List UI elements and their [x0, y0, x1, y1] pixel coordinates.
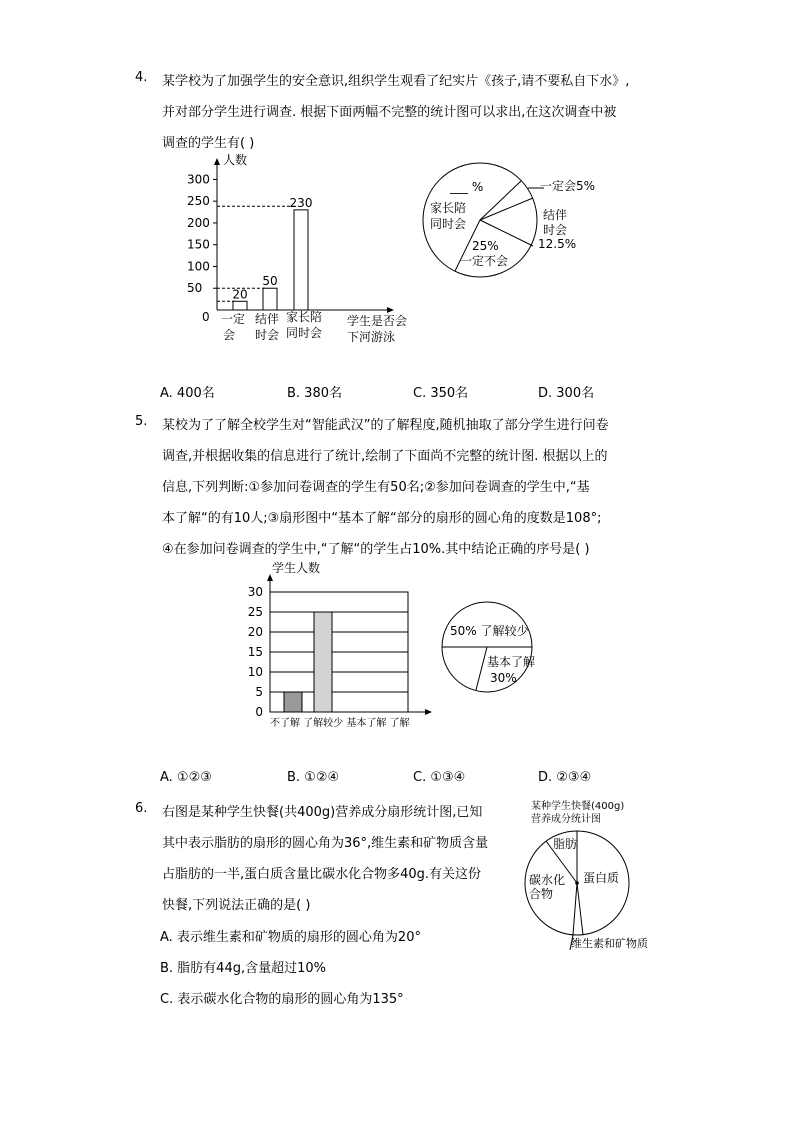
q4-pie-jieban-a: 结伴 — [543, 208, 568, 222]
q5-line-5: ④在参加问卷调查的学生中,“了解“的学生占10%.其中结论正确的序号是( ) — [162, 542, 590, 557]
q4-pie-yiding: 一定会5% — [540, 179, 596, 193]
q4-cat-3a: 家长陪 — [286, 310, 323, 324]
q4-ytick-250: 250 — [187, 194, 210, 209]
q4-line-2: 并对部分学生进行调查. 根据下面两幅不完整的统计图可以求出,在这次调查中被 — [162, 105, 617, 120]
q4-cat-1a: 一定 — [221, 312, 246, 326]
q4-bar-label-0: 20 — [232, 287, 248, 302]
q5-y-label: 学生人数 — [272, 561, 321, 575]
q4-option-c[interactable]: C. 350名 — [413, 386, 469, 401]
q4-pie-parent-a: 家长陪 — [430, 201, 467, 215]
q4-ytick-150: 150 — [187, 237, 210, 252]
q6-line-1: 右图是某种学生快餐(共400g)营养成分扇形统计图,已知 — [162, 805, 483, 820]
q6-pie-center — [575, 881, 579, 885]
q6-pie-chart — [525, 798, 665, 953]
q4-pie-buhui: 一定不会 — [460, 254, 509, 268]
q5-ytick-25: 25 — [247, 605, 263, 619]
q4-y-label: 人数 — [223, 153, 248, 167]
q6-line-4: 快餐,下列说法正确的是( ) — [162, 898, 311, 913]
q4-line-1: 某学校为了加强学生的安全意识,组织学生观看了纪实片《孩子,请不要私自下水》, — [162, 74, 630, 89]
q6-option-a[interactable]: A. 表示维生素和矿物质的扇形的圆心角为20° — [160, 930, 421, 945]
q5-pie-chart — [432, 600, 552, 710]
q4-x-arrow — [387, 307, 394, 313]
q6-number: 6. — [135, 801, 148, 816]
q4-bar-label-2: 230 — [289, 195, 313, 210]
q5-ytick-10: 10 — [247, 665, 263, 679]
q5-pie-radius — [476, 647, 487, 690]
q6-pie-radius-vit1 — [573, 883, 577, 935]
q4-number: 4. — [135, 70, 148, 85]
q5-x-arrow — [425, 709, 432, 715]
q5-option-c[interactable]: C. ①③④ — [413, 770, 466, 785]
q4-bar-0 — [233, 301, 247, 310]
q5-ytick-30: 30 — [247, 585, 263, 599]
q5-ytick-20: 20 — [247, 625, 263, 639]
q5-bar-chart — [247, 560, 440, 735]
q6-pie-fat: 脂肪 — [553, 837, 578, 851]
q5-pie-basic: 基本了解 — [487, 655, 536, 669]
q6-pie-vit: 维生素和矿物质 — [571, 937, 648, 950]
q6-line-3: 占脂肪的一半,蛋白质含量比碳水化合物多40g.有关这份 — [162, 867, 482, 882]
q6-pie-carb-1: 碳水化 — [529, 873, 566, 887]
q5-option-a[interactable]: A. ①②③ — [160, 770, 212, 785]
q4-pie-buhui-pct: 25% — [472, 239, 499, 253]
q6-line-2: 其中表示脂肪的扇形的圆心角为36°,维生素和矿物质含量 — [162, 836, 489, 851]
q5-option-b[interactable]: B. ①②④ — [287, 770, 340, 785]
q6-pie-title-2: 营养成分统计图 — [531, 814, 601, 825]
q4-pie-radius-2 — [480, 198, 533, 220]
q4-bar-2 — [294, 210, 308, 310]
q4-option-a[interactable]: A. 400名 — [160, 386, 215, 401]
q6-pie-radius-vit2 — [577, 883, 583, 935]
q5-line-1: 某校为了了解全校学生对“智能武汉”的了解程度,随机抽取了部分学生进行问卷 — [162, 418, 609, 433]
q4-pie-parent-b: 同时会 — [430, 217, 467, 231]
q4-pie-jieban-pct: 12.5% — [538, 237, 577, 251]
q4-ytick-100: 100 — [187, 259, 210, 274]
q4-option-b[interactable]: B. 380名 — [287, 386, 342, 401]
q5-bar-1 — [314, 612, 332, 712]
q6-pie-carb-2: 合物 — [529, 887, 554, 901]
q4-cat-3b: 同时会 — [286, 326, 323, 340]
q5-pie-top: 50% 了解较少 — [450, 624, 529, 638]
q5-ytick-15: 15 — [247, 645, 263, 659]
q4-bar-1 — [263, 288, 277, 310]
q5-ytick-0: 0 — [255, 705, 263, 719]
q4-cat-1b: 会 — [223, 328, 236, 342]
q5-ytick-5: 5 — [255, 685, 263, 699]
q4-line-3: 调查的学生有( ) — [162, 136, 255, 151]
q5-option-d[interactable]: D. ②③④ — [538, 770, 592, 785]
q6-option-b[interactable]: B. 脂肪有44g,含量超过10% — [160, 961, 327, 976]
q5-line-2: 调查,并根据收集的信息进行了统计,绘制了下面尚不完整的统计图. 根据以上的 — [162, 449, 608, 464]
q4-y-arrow — [214, 158, 220, 165]
q4-pie-radius-1 — [480, 181, 521, 220]
q5-bar-0 — [284, 692, 302, 712]
q4-bar-label-1: 50 — [262, 274, 278, 289]
q6-pie-title-1: 某种学生快餐(400g) — [531, 801, 625, 812]
q4-ytick-50: 50 — [187, 281, 203, 296]
q4-xlabel-b: 下河游泳 — [347, 330, 396, 344]
q4-cat-2b: 时会 — [255, 328, 280, 342]
q6-option-c[interactable]: C. 表示碳水化合物的扇形的圆心角为135° — [160, 992, 404, 1007]
q4-bar-chart — [185, 150, 430, 350]
q4-option-d[interactable]: D. 300名 — [538, 386, 595, 401]
q5-categories: 不了解 了解较少 基本了解 了解 — [270, 718, 410, 729]
q4-ytick-300: 300 — [187, 172, 210, 187]
q4-cat-2a: 结伴 — [255, 312, 280, 326]
q4-pie-blank: ___ % — [450, 180, 484, 194]
q4-pie-jieban-b: 时会 — [543, 223, 568, 237]
q4-ytick-0: 0 — [202, 310, 210, 324]
q5-y-arrow — [267, 574, 273, 581]
q5-number: 5. — [135, 414, 148, 429]
q4-pie-chart — [410, 160, 610, 280]
q6-pie-protein: 蛋白质 — [583, 871, 620, 885]
q4-ytick-200: 200 — [187, 215, 210, 230]
q5-line-3: 信息,下列判断:①参加问卷调查的学生有50名;②参加问卷调查的学生中,“基 — [162, 480, 590, 495]
q4-xlabel-a: 学生是否会 — [347, 314, 408, 328]
q5-pie-basic-pct: 30% — [490, 671, 517, 685]
q5-line-4: 本了解“的有10人;③扇形图中“基本了解“部分的扇形的圆心角的度数是108°; — [162, 511, 602, 526]
